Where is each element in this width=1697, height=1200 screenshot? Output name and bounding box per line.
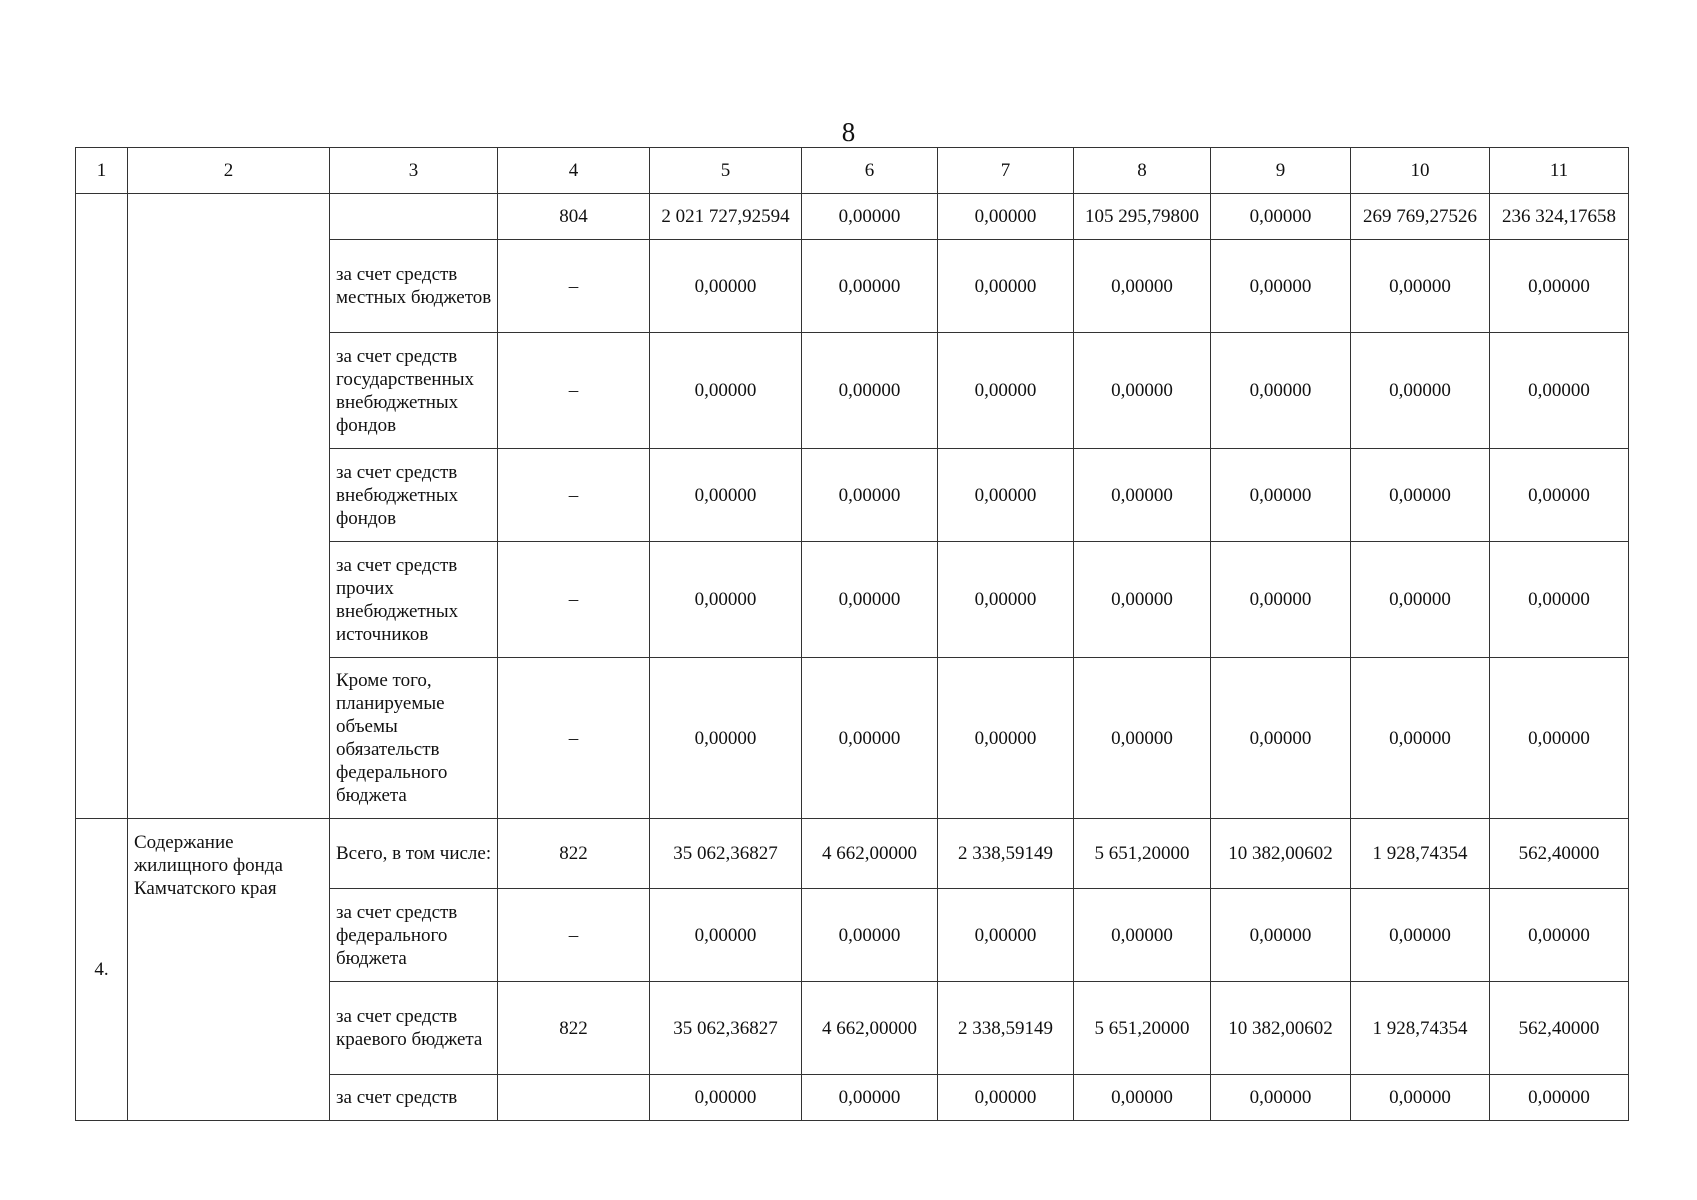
code-cell: –	[498, 542, 650, 658]
value-cell: 0,00000	[650, 1075, 802, 1121]
value-cell: 0,00000	[1211, 449, 1351, 542]
value-cell: 0,00000	[1490, 889, 1629, 982]
value-cell: 2 021 727,92594	[650, 194, 802, 240]
value-cell: 0,00000	[1351, 240, 1490, 333]
value-cell: 10 382,00602	[1211, 819, 1351, 889]
funding-source: за счет средств государственных внебюджетных фондов	[330, 333, 498, 449]
value-cell: 0,00000	[938, 333, 1074, 449]
funding-source: за счет средств прочих внебюджетных источников	[330, 542, 498, 658]
value-cell: 0,00000	[1074, 1075, 1211, 1121]
value-cell: 0,00000	[1351, 1075, 1490, 1121]
value-cell: 0,00000	[1490, 658, 1629, 819]
code-cell: 822	[498, 982, 650, 1075]
value-cell: 0,00000	[650, 658, 802, 819]
value-cell: 0,00000	[1211, 889, 1351, 982]
value-cell: 0,00000	[1211, 658, 1351, 819]
value-cell: 0,00000	[650, 889, 802, 982]
funding-source: за счет средств федерального бюджета	[330, 889, 498, 982]
value-cell: 0,00000	[1351, 542, 1490, 658]
column-number-8: 8	[1074, 148, 1211, 194]
value-cell: 0,00000	[1211, 333, 1351, 449]
value-cell: 0,00000	[802, 1075, 938, 1121]
value-cell: 0,00000	[1074, 333, 1211, 449]
value-cell: 0,00000	[1351, 449, 1490, 542]
funding-source	[330, 194, 498, 240]
funding-source: за счет средств местных бюджетов	[330, 240, 498, 333]
funding-source: за счет средств	[330, 1075, 498, 1121]
value-cell: 562,40000	[1490, 982, 1629, 1075]
value-cell: 0,00000	[1211, 240, 1351, 333]
column-number-1: 1	[76, 148, 128, 194]
item-number-cell	[76, 194, 128, 819]
value-cell: 0,00000	[802, 889, 938, 982]
value-cell: 0,00000	[938, 1075, 1074, 1121]
value-cell: 4 662,00000	[802, 819, 938, 889]
value-cell: 0,00000	[802, 240, 938, 333]
page-number: 8	[841, 117, 856, 147]
column-number-3: 3	[330, 148, 498, 194]
value-cell: 236 324,17658	[1490, 194, 1629, 240]
value-cell: 2 338,59149	[938, 982, 1074, 1075]
value-cell: 562,40000	[1490, 819, 1629, 889]
value-cell: 269 769,27526	[1351, 194, 1490, 240]
value-cell: 0,00000	[1351, 889, 1490, 982]
value-cell: 2 338,59149	[938, 819, 1074, 889]
item-name-cell	[128, 194, 330, 819]
column-number-2: 2	[128, 148, 330, 194]
value-cell: 0,00000	[1490, 240, 1629, 333]
code-cell: –	[498, 889, 650, 982]
value-cell: 0,00000	[1074, 658, 1211, 819]
table-row	[76, 819, 1629, 889]
funding-source: за счет средств краевого бюджета	[330, 982, 498, 1075]
value-cell: 0,00000	[1074, 542, 1211, 658]
value-cell: 0,00000	[938, 542, 1074, 658]
value-cell: 0,00000	[650, 449, 802, 542]
header-row	[76, 148, 1629, 194]
column-number-7: 7	[938, 148, 1074, 194]
code-cell: 804	[498, 194, 650, 240]
value-cell: 0,00000	[1074, 449, 1211, 542]
funding-source: Кроме того, планируемые объемы обязательств федерального бюджета	[330, 658, 498, 819]
value-cell: 0,00000	[802, 542, 938, 658]
value-cell: 1 928,74354	[1351, 819, 1490, 889]
value-cell: 0,00000	[938, 889, 1074, 982]
value-cell: 10 382,00602	[1211, 982, 1351, 1075]
value-cell: 0,00000	[938, 240, 1074, 333]
table-row	[76, 194, 1629, 240]
value-cell: 0,00000	[1490, 333, 1629, 449]
item-name: Содержание жилищного фонда Камчатского края	[128, 819, 330, 1121]
value-cell: 0,00000	[1211, 542, 1351, 658]
funding-source: за счет средств внебюджетных фондов	[330, 449, 498, 542]
column-number-4: 4	[498, 148, 650, 194]
value-cell: 0,00000	[1490, 449, 1629, 542]
value-cell: 0,00000	[1074, 889, 1211, 982]
value-cell: 0,00000	[1074, 240, 1211, 333]
column-number-6: 6	[802, 148, 938, 194]
value-cell: 0,00000	[1490, 542, 1629, 658]
funding-source: Всего, в том числе:	[330, 819, 498, 889]
value-cell: 0,00000	[1351, 333, 1490, 449]
code-cell	[498, 1075, 650, 1121]
value-cell: 0,00000	[650, 542, 802, 658]
item-number: 4.	[76, 819, 128, 1121]
code-cell: –	[498, 658, 650, 819]
budget-table	[75, 147, 1629, 1121]
value-cell: 0,00000	[938, 194, 1074, 240]
code-cell: –	[498, 333, 650, 449]
value-cell: 0,00000	[650, 240, 802, 333]
code-cell: –	[498, 240, 650, 333]
value-cell: 0,00000	[938, 449, 1074, 542]
value-cell: 5 651,20000	[1074, 819, 1211, 889]
value-cell: 0,00000	[650, 333, 802, 449]
value-cell: 0,00000	[1211, 194, 1351, 240]
column-number-10: 10	[1351, 148, 1490, 194]
value-cell: 0,00000	[1490, 1075, 1629, 1121]
value-cell: 1 928,74354	[1351, 982, 1490, 1075]
value-cell: 0,00000	[1351, 658, 1490, 819]
value-cell: 5 651,20000	[1074, 982, 1211, 1075]
value-cell: 0,00000	[802, 194, 938, 240]
value-cell: 35 062,36827	[650, 819, 802, 889]
column-number-11: 11	[1490, 148, 1629, 194]
value-cell: 0,00000	[802, 449, 938, 542]
value-cell: 0,00000	[802, 333, 938, 449]
column-number-5: 5	[650, 148, 802, 194]
column-number-9: 9	[1211, 148, 1351, 194]
value-cell: 105 295,79800	[1074, 194, 1211, 240]
value-cell: 0,00000	[938, 658, 1074, 819]
value-cell: 35 062,36827	[650, 982, 802, 1075]
value-cell: 4 662,00000	[802, 982, 938, 1075]
code-cell: –	[498, 449, 650, 542]
value-cell: 0,00000	[802, 658, 938, 819]
code-cell: 822	[498, 819, 650, 889]
value-cell: 0,00000	[1211, 1075, 1351, 1121]
